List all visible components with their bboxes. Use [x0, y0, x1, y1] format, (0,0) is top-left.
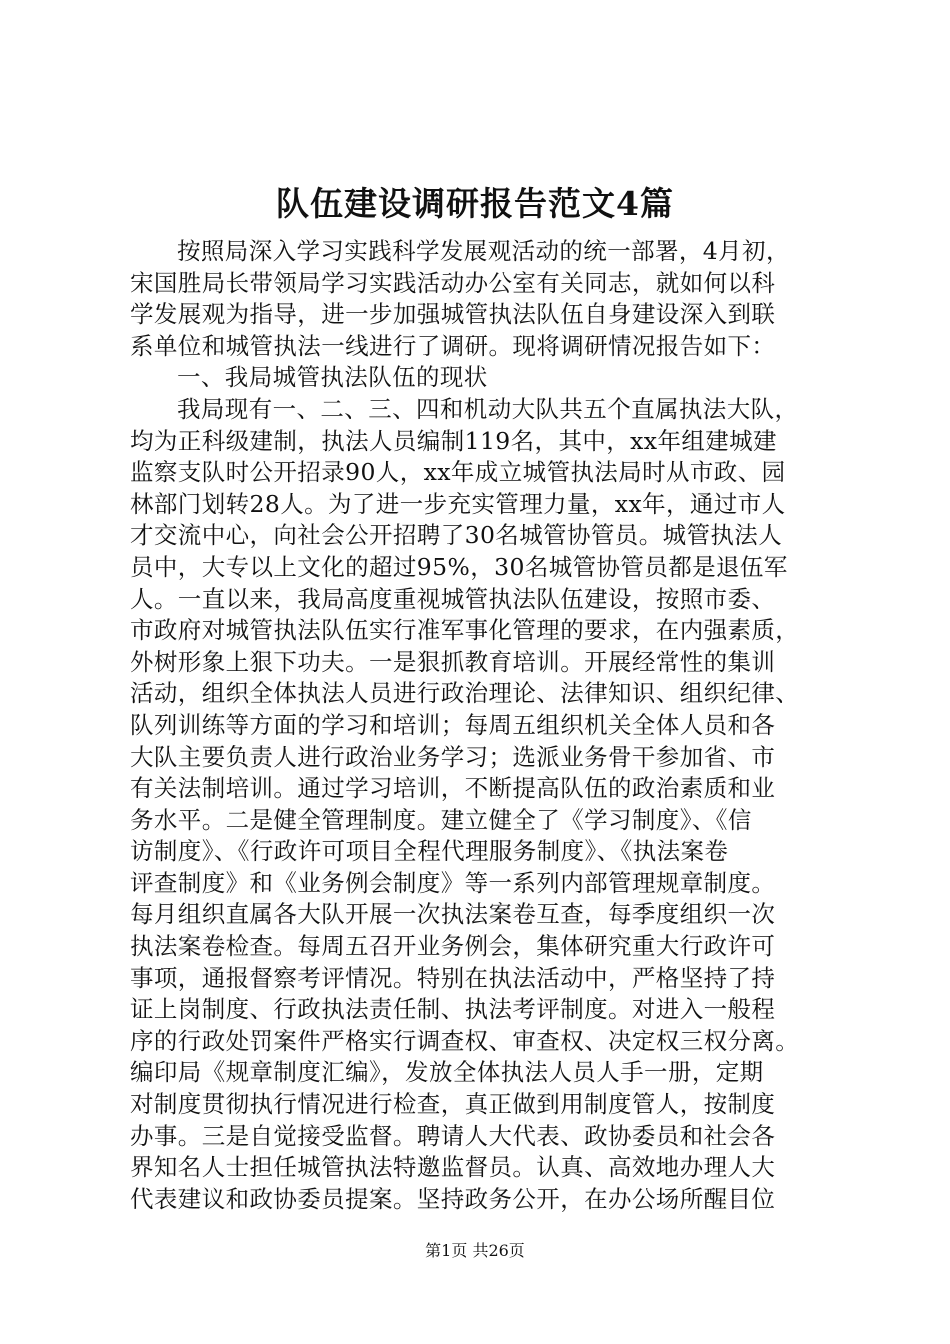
paragraph-line: 大队主要负责人进行政治业务学习；选派业务骨干参加省、市 [130, 742, 776, 771]
paragraph-line: 均为正科级建制，执法人员编制119名，其中，xx年组建城建 [130, 426, 777, 455]
paragraph-line: 人。一直以来，我局高度重视城管执法队伍建设，按照市委、 [130, 584, 776, 613]
page-footer: 第1页 共26页 [425, 1241, 525, 1260]
document-body [130, 236, 830, 1215]
paragraph-line: 我局现有一、二、三、四和机动大队共五个直属执法大队， [177, 394, 799, 423]
paragraph-line: 界知名人士担任城管执法特邀监督员。认真、高效地办理人大 [130, 1153, 776, 1182]
paragraph-line: 办事。三是自觉接受监督。聘请人大代表、政协委员和社会各 [130, 1121, 776, 1150]
paragraph-line: 外树形象上狠下功夫。一是狠抓教育培训。开展经常性的集训 [130, 647, 776, 676]
paragraph-line: 活动，组织全体执法人员进行政治理论、法律知识、组织纪律、 [130, 679, 800, 708]
paragraph-line: 访制度》、《行政许可项目全程代理服务制度》、《执法案卷 [130, 837, 729, 866]
paragraph-line: 有关法制培训。通过学习培训，不断提高队伍的政治素质和业 [130, 774, 776, 803]
paragraph-line: 务水平。二是健全管理制度。建立健全了《学习制度》、《信 [130, 805, 752, 834]
paragraph-line: 事项，通报督察考评情况。特别在执法活动中，严格坚持了持 [130, 963, 776, 992]
paragraph-line: 监察支队时公开招录90人，xx年成立城管执法局时从市政、园 [130, 458, 786, 487]
paragraph-line: 编印局《规章制度汇编》，发放全体执法人员人手一册，定期 [130, 1058, 764, 1087]
paragraph-line: 对制度贯彻执行情况进行检查，真正做到用制度管人，按制度 [130, 1090, 776, 1119]
paragraph-line: 市政府对城管执法队伍实行准军事化管理的要求，在内强素质， [130, 616, 800, 645]
document-title: 队伍建设调研报告范文4篇 [276, 184, 674, 223]
paragraph-line: 按照局深入学习实践科学发展观活动的统一部署，4月初， [177, 237, 790, 265]
paragraph-line: 每月组织直属各大队开展一次执法案卷互查，每季度组织一次 [130, 900, 776, 929]
paragraph-line: 林部门划转28人。为了进一步充实管理力量，xx年，通过市人 [130, 489, 786, 518]
paragraph-line: 宋国胜局长带领局学习实践活动办公室有关同志，就如何以科 [130, 268, 776, 297]
paragraph-line: 代表建议和政协委员提案。坚持政务公开，在办公场所醒目位 [130, 1184, 776, 1213]
paragraph-line: 学发展观为指导，进一步加强城管执法队伍自身建设深入到联 [130, 300, 776, 329]
paragraph-line: 序的行政处罚案件严格实行调查权、审查权、决定权三权分离。 [130, 1026, 800, 1055]
section-heading: 一、我局城管执法队伍的现状 [177, 363, 488, 392]
paragraph-line: 队列训练等方面的学习和培训；每周五组织机关全体人员和各 [130, 710, 776, 739]
paragraph-line: 才交流中心，向社会公开招聘了30名城管协管员。城管执法人 [130, 521, 783, 550]
paragraph-line: 评查制度》和《业务例会制度》等一系列内部管理规章制度。 [130, 868, 776, 897]
paragraph-line: 证上岗制度、行政执法责任制、执法考评制度。对进入一般程 [130, 995, 776, 1024]
paragraph-line: 执法案卷检查。每周五召开业务例会，集体研究重大行政许可 [130, 932, 776, 961]
paragraph-line: 系单位和城管执法一线进行了调研。现将调研情况报告如下： [130, 331, 776, 360]
paragraph-line: 员中，大专以上文化的超过95%，30名城管协管员都是退伍军 [130, 552, 788, 581]
